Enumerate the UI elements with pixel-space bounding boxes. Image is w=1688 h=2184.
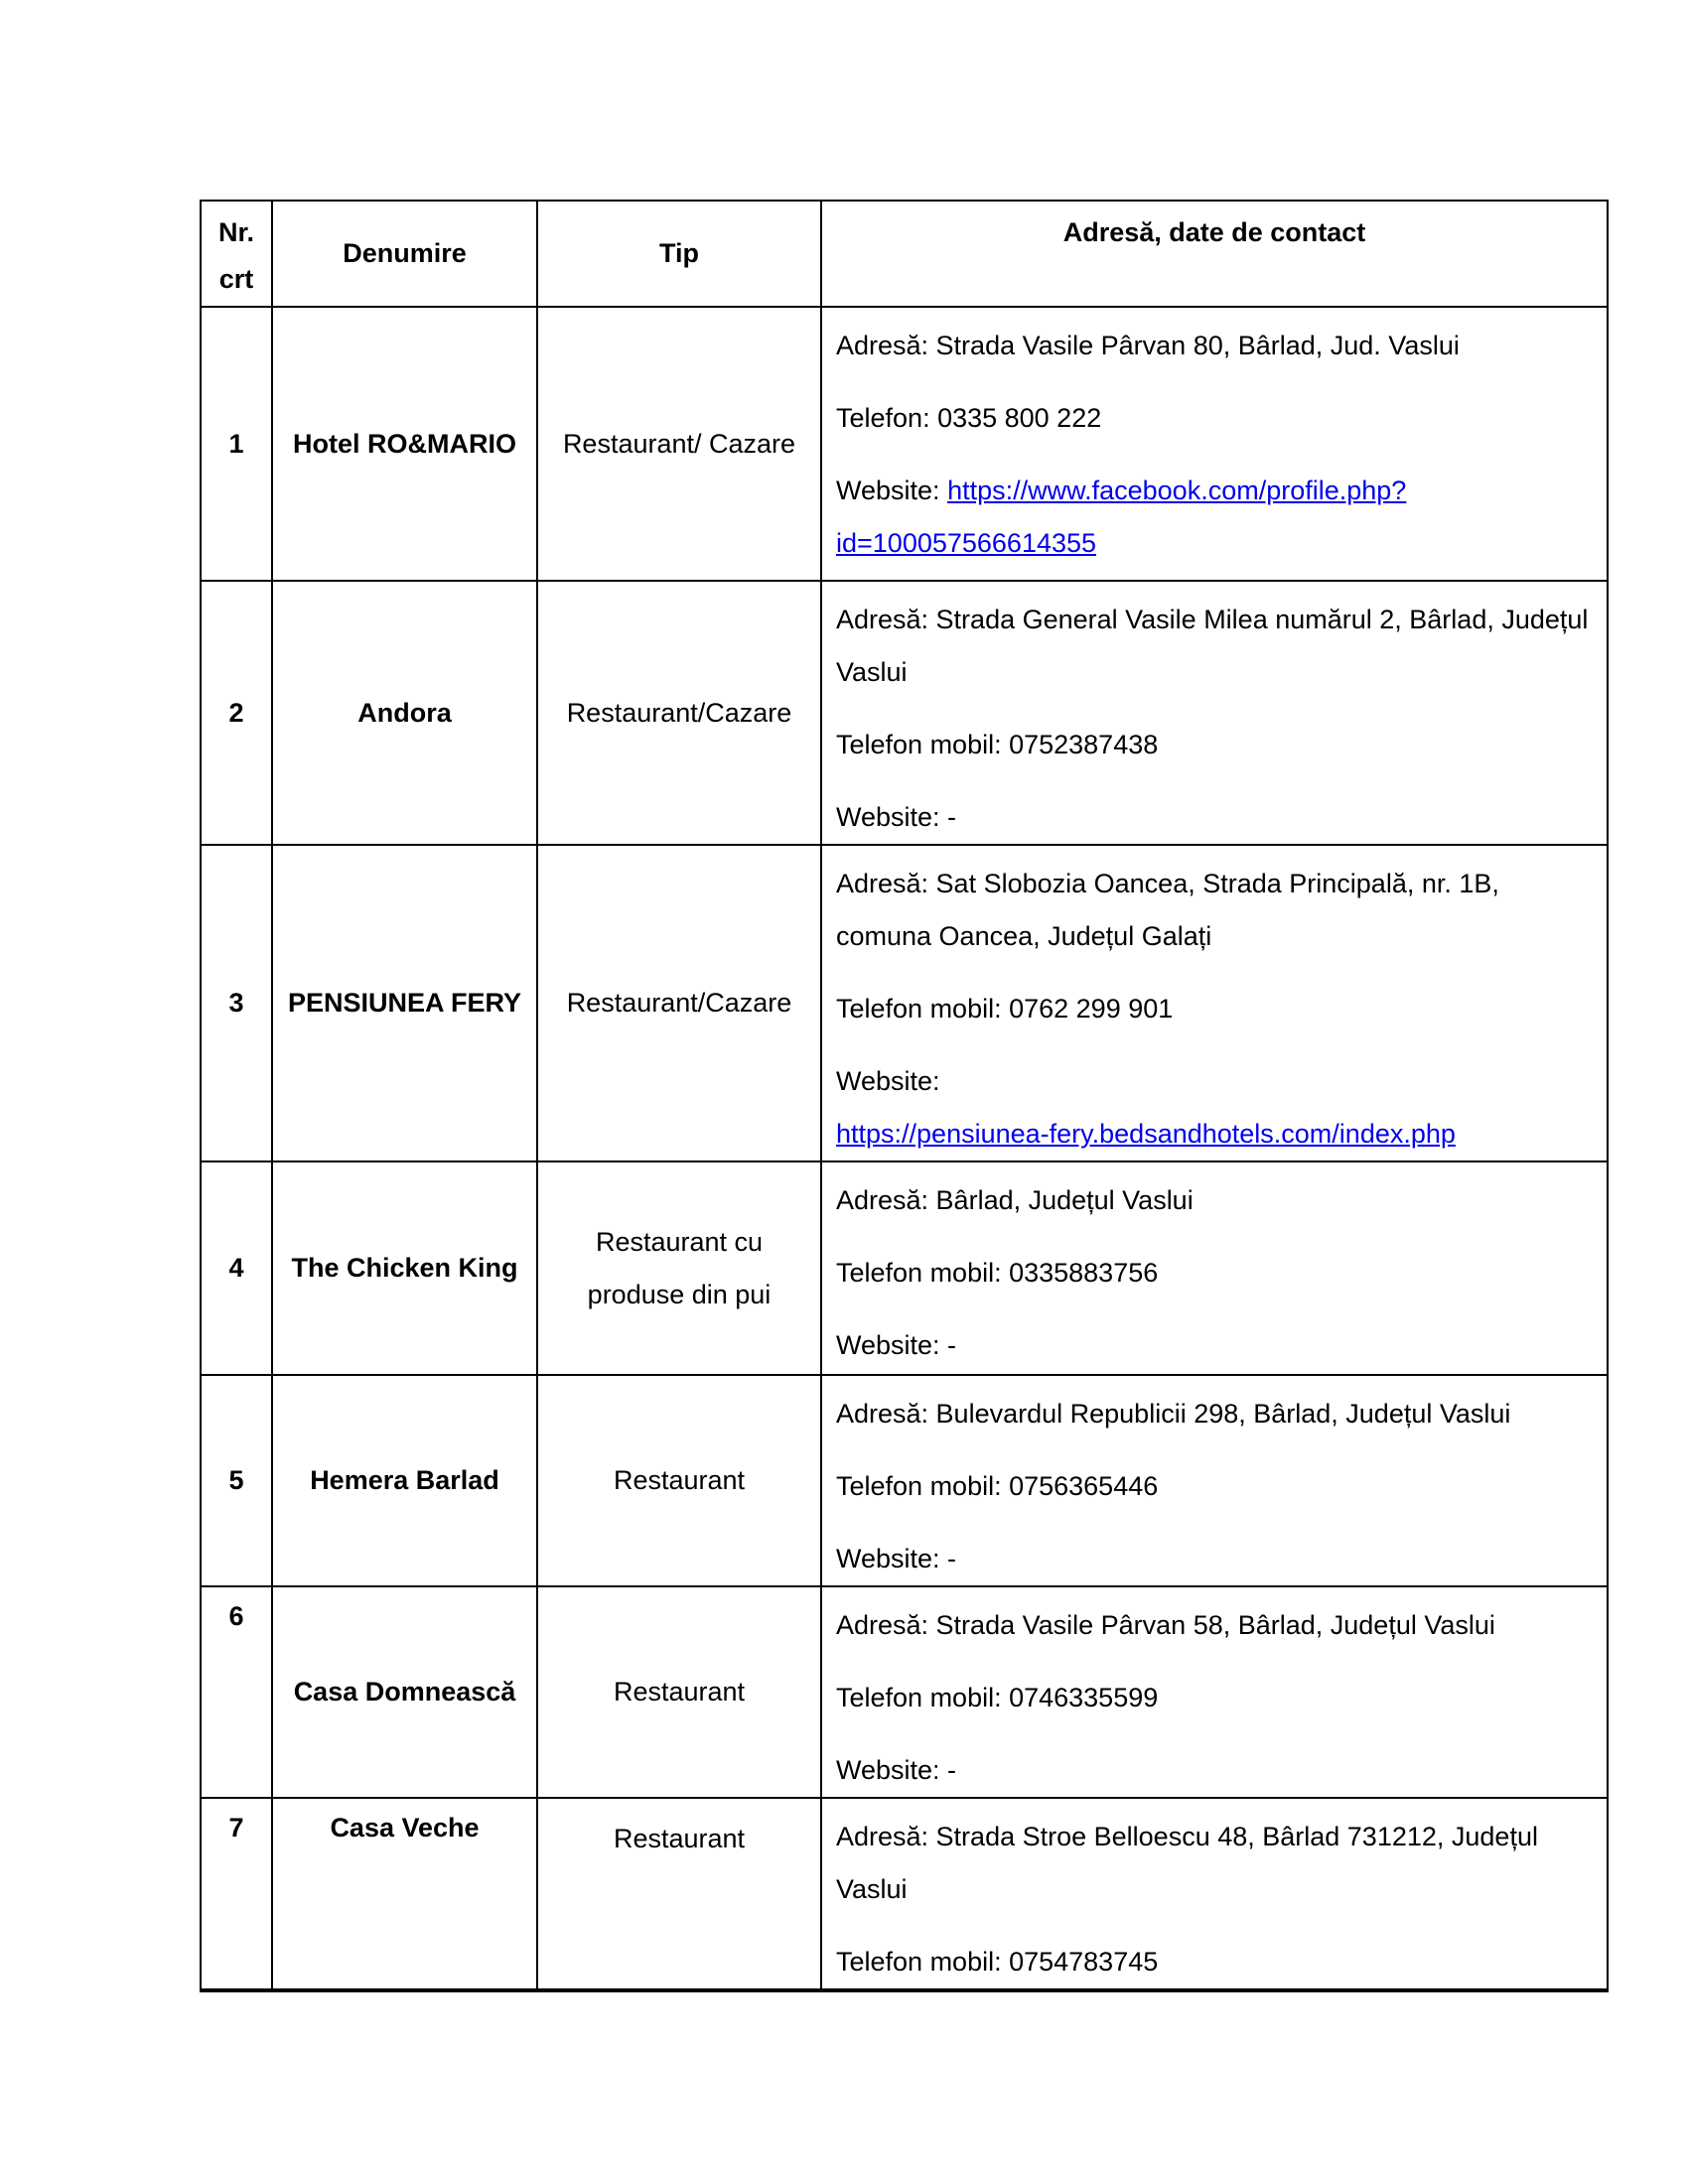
phone-line xyxy=(836,1672,1601,1724)
type-cell xyxy=(537,1375,821,1586)
type-cell xyxy=(537,307,821,581)
table-row xyxy=(201,845,1608,1161)
row-number-cell: 5 xyxy=(201,1375,272,1586)
row-number-cell: 6 xyxy=(201,1586,272,1798)
type-line: Restaurant xyxy=(613,1465,746,1495)
type-line: produse din pui xyxy=(587,1279,772,1309)
type-cell xyxy=(537,1798,821,1990)
website-text: Website: - xyxy=(836,1330,957,1360)
phone-text: Telefon mobil: 0754783745 xyxy=(836,1947,1159,1977)
type-line: Restaurant xyxy=(613,1677,746,1706)
type-line: Restaurant cu xyxy=(595,1226,764,1257)
type-line: Restaurant/Cazare xyxy=(566,697,792,728)
phone-line xyxy=(836,1247,1601,1299)
website-text: Website: - xyxy=(836,802,957,832)
website-line xyxy=(836,1055,1601,1160)
address-line xyxy=(836,1599,1601,1652)
address-text: Adresă: Strada Vasile Pârvan 80, Bârlad, Jud. Vaslui xyxy=(836,331,1460,360)
phone-text: Telefon mobil: 0752387438 xyxy=(836,730,1159,759)
row-number-cell: 2 xyxy=(201,581,272,845)
header-nr-line1: Nr. xyxy=(217,217,255,247)
contact-cell xyxy=(821,1161,1608,1375)
website-line xyxy=(836,1319,1601,1372)
name-cell: Hemera Barlad xyxy=(272,1375,537,1586)
website-text: Website: xyxy=(836,476,948,505)
phone-text: Telefon mobil: 0762 299 901 xyxy=(836,994,1174,1024)
phone-text: Telefon mobil: 0756365446 xyxy=(836,1471,1159,1501)
row-number-cell: 4 xyxy=(201,1161,272,1375)
address-line xyxy=(836,858,1601,963)
phone-text: Telefon mobil: 0746335599 xyxy=(836,1683,1159,1712)
type-cell xyxy=(537,1586,821,1798)
address-line xyxy=(836,1174,1601,1227)
website-text: Website: - xyxy=(836,1544,957,1573)
name-cell: PENSIUNEA FERY xyxy=(272,845,537,1161)
address-text: Adresă: Strada Vasile Pârvan 58, Bârlad, Județul Vaslui xyxy=(836,1610,1495,1640)
header-contact: Adresă, date de contact xyxy=(821,201,1608,307)
website-link[interactable]: https://pensiunea-fery.bedsandhotels.com/index.php xyxy=(836,1119,1456,1149)
header-nr-line2: crt xyxy=(218,264,254,294)
table-row xyxy=(201,1161,1608,1375)
name-cell: Andora xyxy=(272,581,537,845)
website-line xyxy=(836,465,1601,570)
website-text: Website: - xyxy=(836,1755,957,1785)
phone-line xyxy=(836,719,1601,771)
contacts-table xyxy=(200,200,1609,1992)
row-number-cell: 1 xyxy=(201,307,272,581)
phone-text: Telefon mobil: 0335883756 xyxy=(836,1258,1159,1288)
contact-cell xyxy=(821,1798,1608,1990)
phone-line xyxy=(836,983,1601,1035)
address-text: Adresă: Strada Stroe Belloescu 48, Bârlad 731212, Județul Vaslui xyxy=(836,1822,1538,1904)
website-link[interactable]: id=100057566614355 xyxy=(836,528,1097,558)
address-line xyxy=(836,1811,1601,1916)
contact-cell xyxy=(821,307,1608,581)
type-line: Restaurant/Cazare xyxy=(566,988,792,1018)
table-row xyxy=(201,1375,1608,1586)
table-row xyxy=(201,1586,1608,1798)
header-tip: Tip xyxy=(537,201,821,307)
name-cell: The Chicken King xyxy=(272,1161,537,1375)
contact-cell xyxy=(821,581,1608,845)
header-nr-crt xyxy=(201,201,272,307)
address-text: Adresă: Strada General Vasile Milea numărul 2, Bârlad, Județul Vaslui xyxy=(836,605,1589,687)
address-text: Adresă: Bârlad, Județul Vaslui xyxy=(836,1185,1194,1215)
table-row xyxy=(201,307,1608,581)
table-row xyxy=(201,581,1608,845)
website-link[interactable]: https://www.facebook.com/profile.php? xyxy=(947,476,1407,505)
phone-line xyxy=(836,1936,1601,1988)
type-cell xyxy=(537,1161,821,1375)
contact-cell xyxy=(821,1586,1608,1798)
name-cell: Casa Veche xyxy=(272,1798,537,1990)
phone-line xyxy=(836,392,1601,445)
type-cell xyxy=(537,845,821,1161)
type-cell xyxy=(537,581,821,845)
contact-cell xyxy=(821,845,1608,1161)
website-line xyxy=(836,791,1601,844)
address-text: Adresă: Bulevardul Republicii 298, Bârlad, Județul Vaslui xyxy=(836,1399,1511,1429)
name-cell: Casa Domnească xyxy=(272,1586,537,1798)
row-number-cell: 3 xyxy=(201,845,272,1161)
phone-text: Telefon: 0335 800 222 xyxy=(836,403,1102,433)
website-line xyxy=(836,1533,1601,1585)
table-body xyxy=(201,307,1608,1990)
website-text: Website: xyxy=(836,1066,940,1096)
phone-line xyxy=(836,1460,1601,1513)
contact-cell xyxy=(821,1375,1608,1586)
type-line: Restaurant xyxy=(613,1824,746,1853)
address-line xyxy=(836,594,1601,699)
header-row xyxy=(201,201,1608,307)
address-text: Adresă: Sat Slobozia Oancea, Strada Principală, nr. 1B, comuna Oancea, Județul Galați xyxy=(836,869,1499,951)
address-line xyxy=(836,1388,1601,1440)
header-denumire: Denumire xyxy=(272,201,537,307)
website-line xyxy=(836,1744,1601,1797)
address-line xyxy=(836,320,1601,372)
type-line: Restaurant/ Cazare xyxy=(562,428,796,459)
table-row xyxy=(201,1798,1608,1990)
name-cell: Hotel RO&MARIO xyxy=(272,307,537,581)
row-number-cell: 7 xyxy=(201,1798,272,1990)
